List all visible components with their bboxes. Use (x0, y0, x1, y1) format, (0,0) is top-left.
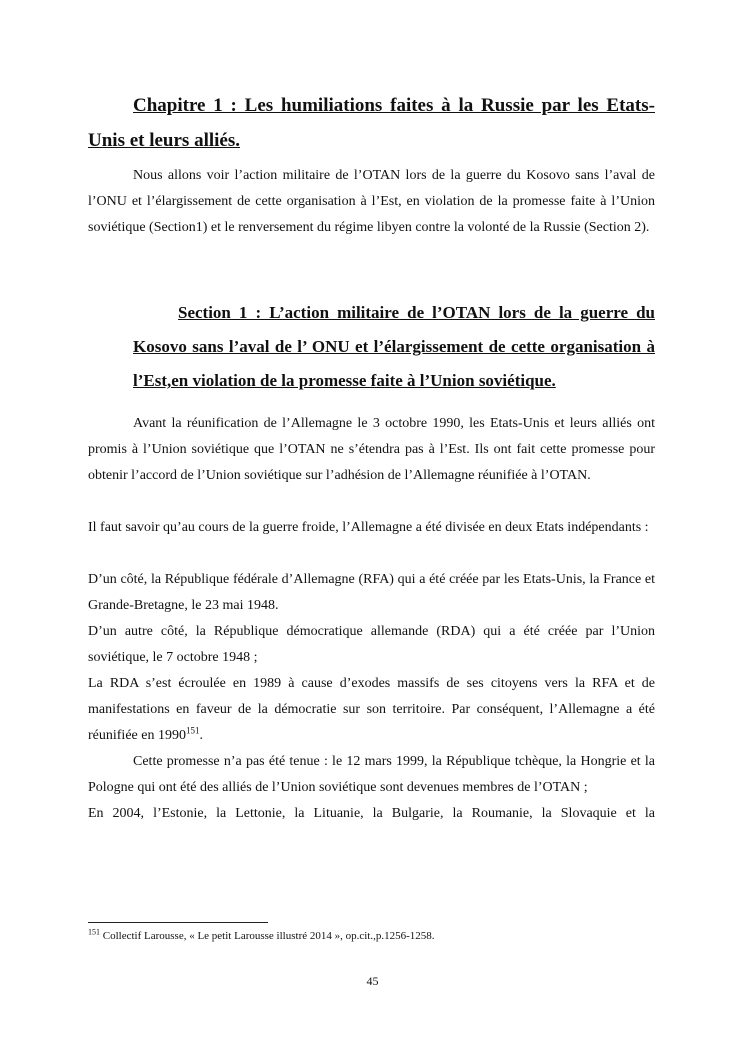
footnote (88, 929, 655, 943)
intro-paragraph: Nous allons voir l’action militaire de l’OTAN lors de la guerre du Kosovo sans l’aval de l’ONU et l’élargissement de cette organisation à l’Est, en violation de la promesse faite à l’Union soviétique (Section1) et le renversement du régime libyen contre la volonté de la Russie (Section 2). (88, 168, 655, 235)
body-paragraph-5: La RDA s’est écroulée en 1989 à cause d’exodes massifs de ses citoyens vers la RFA et de manifestations en faveur de la démocratie sur son territoire. Par conséquent, l’Allemagne a été réunifiée en 1990$^{151}$. (88, 676, 655, 743)
footnote-separator (88, 922, 268, 923)
footnote-text: Collectif Larousse, « Le petit Larousse illustré 2014 », op.cit.,p.1256-1258. (100, 930, 435, 942)
body-paragraph-6: Cette promesse n’a pas été tenue : le 12 mars 1999, la République tchèque, la Hongrie et la Pologne qui ont été des alliés de l’Union soviétique sont devenues membres de l’OTAN ; (88, 754, 655, 795)
body-paragraph-7 (88, 801, 655, 827)
body-paragraph-2: Il faut savoir qu’au cours de la guerre froide, l’Allemagne a été divisée en deux Etats indépendants : (88, 520, 649, 535)
page-number: 45 (366, 974, 379, 988)
chapter-title: Chapitre 1 : Les humiliations faites à la Russie par les Etats-Unis et leurs alliés. (88, 95, 655, 151)
body-paragraph-3: D’un côté, la République fédérale d’Allemagne (RFA) qui a été créée par les Etats-Unis, la France et Grande-Bretagne, le 23 mai 1948. (88, 572, 655, 613)
body-paragraph-7-text: En 2004, l’Estonie, la Lettonie, la Lituanie, la Bulgarie, la Roumanie, la Slovaquie et la (88, 806, 655, 821)
section-1-title: Section 1 : L’action militaire de l’OTAN lors de la guerre du Kosovo sans l’aval de l’ ONU et l’élargissement de cette organisation à l’Est,en violation de la promesse faite à l’Union soviétique. (133, 303, 655, 390)
footnote-marker: 151 (88, 927, 100, 937)
body-paragraph-5-text: La RDA s’est écroulée en 1989 à cause d’exodes massifs de ses citoyens vers la RFA et de manifestations en faveur de la démocratie sur son territoire. Par conséquent, l’Allemagne a été réunifiée en 1990 (88, 676, 655, 743)
body-paragraph-4: D’un autre côté, la République démocratique allemande (RDA) qui a été créée par l’Union soviétique, le 7 octobre 1948 ; (88, 624, 655, 665)
body-paragraph-1: Avant la réunification de l’Allemagne le 3 octobre 1990, les Etats-Unis et leurs alliés ont promis à l’Union soviétique que l’OTAN ne s’étendra pas à l’Est. Ils ont fait cette promesse pour obtenir l’accord de l’Union soviétique sur l’adhésion de l’Allemagne réunifiée à l’OTAN. (88, 416, 655, 483)
footnote-reference[interactable]: 151 (185, 725, 200, 736)
